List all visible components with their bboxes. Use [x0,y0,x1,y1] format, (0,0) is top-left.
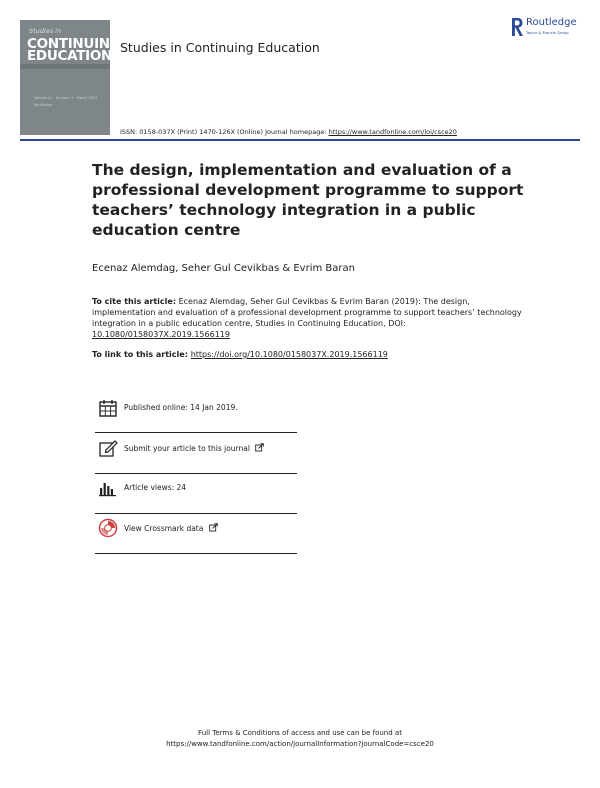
published-online-row [95,398,297,434]
routledge-name: Routledge [526,17,577,28]
issn-line [120,128,457,136]
journal-title: Studies in Continuing Education [120,40,320,55]
calendar-icon [98,398,118,418]
article-views-text: Article views: 24 [124,483,187,492]
journal-cover-image [20,20,121,135]
journal-homepage-link[interactable]: https://www.tandfonline.com/loi/csce20 [328,128,457,136]
edit-icon [98,438,118,458]
submit-article-label: Submit your article to this journal [124,444,250,453]
article-views-row [95,478,297,514]
cite-doi-link[interactable]: 10.1080/0158037X.2019.1566119 [92,330,230,339]
cover-issue-text: Volume 41 · Number 1 · March 2019 [34,96,98,100]
routledge-logo[interactable] [510,16,592,42]
footer [0,728,600,750]
cover-band [20,64,110,69]
article-title [92,160,552,240]
routledge-tagline: Taylor & Francis Group [526,30,569,35]
external-link-icon [255,443,264,452]
cover-publisher-text: Routledge [34,103,52,107]
article-title-line: education centre [92,221,241,239]
info-row-divider [95,553,297,554]
footer-terms-text: Full Terms & Conditions of access and use can be found at [198,729,402,737]
external-link-icon [209,523,218,532]
crossmark-icon [98,518,118,538]
citation-block [92,296,532,340]
cover-title-line2: EDUCATION [27,48,113,64]
cover-top-text: Studies in [29,27,62,35]
published-online-text: Published online: 14 Jan 2019. [124,403,238,412]
cite-label: To cite this article: [92,297,177,306]
issn-text: ISSN: 0158-037X (Print) 1470-126X (Online) Journal homepage: [120,128,329,136]
submit-article-text [124,443,264,453]
article-link-line [92,350,388,359]
info-row-divider [95,513,297,514]
crossmark-row[interactable] [95,518,297,554]
cite-text: Ecenaz Alemdag, Seher Gul Cevikbas & Evrim Baran (2019): The design, implementation and evaluation of a professional development programme to support teachers’ technology integration in a public education centre, Studies in Continuing Education, DOI: [92,297,522,328]
article-doi-link[interactable]: https://doi.org/10.1080/0158037X.2019.1566119 [190,350,388,359]
crossmark-text [124,523,218,533]
submit-article-row[interactable] [95,438,297,474]
article-title-line: teachers’ technology integration in a public [92,201,476,219]
routledge-r-icon [510,17,524,37]
header-divider [20,139,580,141]
bar-chart-icon [98,478,118,498]
cover-title-line1: CONTINUING [27,36,121,52]
article-title-line: professional development programme to support [92,181,524,199]
footer-terms-link[interactable]: https://www.tandfonline.com/action/journalInformation?journalCode=csce20 [166,740,434,748]
link-label: To link to this article: [92,350,191,359]
article-title-line: The design, implementation and evaluation of a [92,161,512,179]
article-authors: Ecenaz Alemdag, Seher Gul Cevikbas & Evrim Baran [92,263,355,274]
crossmark-label: View Crossmark data [124,524,204,533]
info-row-divider [95,473,297,474]
info-row-divider [95,432,297,433]
